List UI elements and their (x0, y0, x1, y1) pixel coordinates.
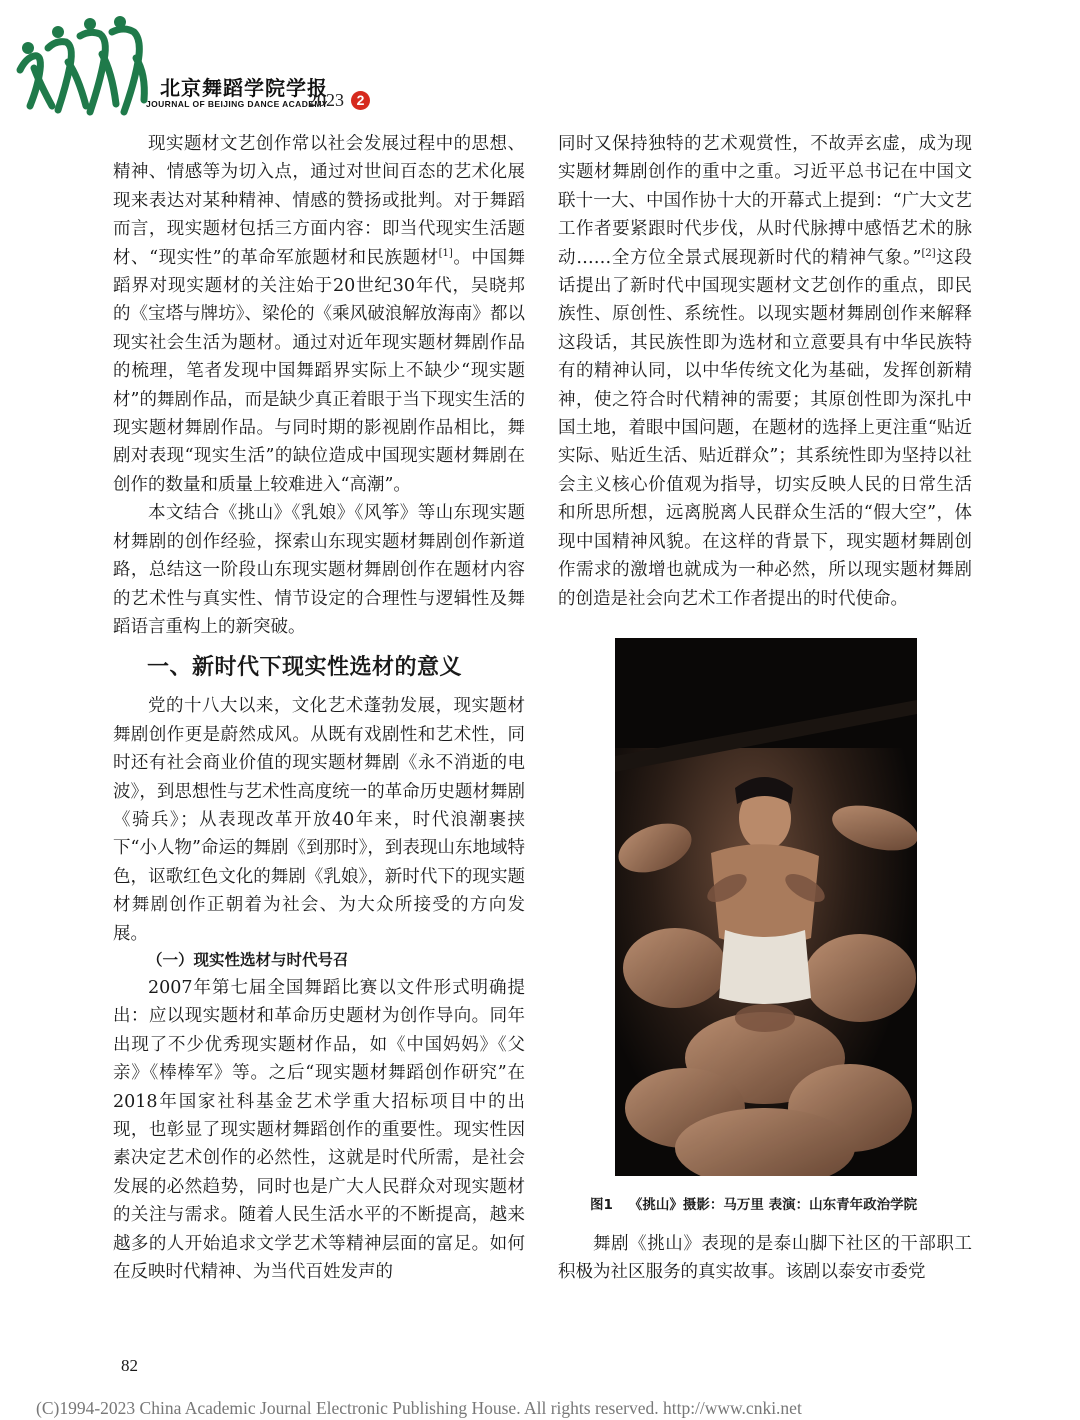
journal-masthead (12, 10, 432, 120)
right-column (558, 130, 972, 613)
copyright-footer: (C)1994-2023 China Academic Journal Electronic Publishing House. All rights reserved. http://www.cnki.net (36, 1398, 802, 1418)
right-column-continued (558, 1230, 972, 1287)
paragraph: 舞剧《挑山》表现的是泰山脚下社区的干部职工积极为社区服务的真实故事。该剧以泰安市委党 (558, 1234, 972, 1283)
paragraph: 党的十八大以来，文化艺术蓬勃发展，现实题材舞剧创作更是蔚然成风。从既有戏剧性和艺术性，同时还有社会商业价值的现实题材舞剧《永不消逝的电波》，到思想性与艺术性高度统一的革命历史题材舞剧《骑兵》；从表现改革开放40年来，时代浪潮裹挟下“小人物”命运的舞剧《到那时》，到表现山东地域特色，讴歌红色文化的舞剧《乳娘》，新时代下的现实题材舞剧创作正朝着为社会、为大众所接受的方向发展。 (113, 696, 525, 944)
dance-photo-figure (615, 638, 917, 1176)
citation-ref: [2] (921, 247, 936, 259)
citation-ref: [1] (438, 247, 453, 259)
page-number: 82 (121, 1356, 138, 1375)
paragraph: 现实题材文艺创作常以社会发展过程中的思想、精神、情感等为切入点，通过对世间百态的艺术化展现来表达对某种精神、情感的赞扬或批判。对于舞蹈而言，现实题材包括三方面内容：即当代现实生活题材、“现实性”的革命军旅题材和民族题材[1]。中国舞蹈界对现实题材的关注始于20世纪30年代，吴晓邦的《宝塔与牌坊》、梁伦的《乘风破浪解放海南》都以现实社会生活为题材。通过对近年现实题材舞剧作品的梳理，笔者发现中国舞蹈界实际上不缺少“现实题材”的舞剧作品，而是缺少真正着眼于当下现实生活的现实题材舞剧作品。与同时期的影视剧作品相比，舞剧对表现“现实生活”的缺位造成中国现实题材舞剧在创作的数量和质量上较难进入“高潮”。 (113, 134, 525, 495)
journal-year: 2023 (308, 90, 344, 110)
figure-caption-text: 《挑山》摄影：马万里 表演：山东青年政治学院 (628, 1197, 918, 1213)
journal-title-cn: 北京舞蹈学院学报 (160, 76, 328, 100)
left-column (113, 130, 525, 1286)
dancers-logo-icon (12, 10, 152, 120)
subsection-heading: （一）现实性选材与时代号召 (147, 950, 349, 969)
paragraph: 本文结合《挑山》《乳娘》《风筝》等山东现实题材舞剧的创作经验，探索山东现实题材舞剧创作新道路，总结这一阶段山东现实题材舞剧创作在题材内容的艺术性与真实性、情节设定的合理性与逻辑性及舞蹈语言重构上的新突破。 (113, 503, 525, 637)
paragraph: 2007年第七届全国舞蹈比赛以文件形式明确提出：应以现实题材和革命历史题材为创作导向。同年出现了不少优秀现实题材作品，如《中国妈妈》《父亲》《棒棒军》等。之后“现实题材舞蹈创作研究”在2018年国家社科基金艺术学重大招标项目中的出现，也彰显了现实题材舞蹈创作的重要性。现实性因素决定艺术创作的必然性，这就是时代所需，是社会发展的必然趋势，同时也是广大人民群众对现实题材的关注与需求。随着人民生活水平的不断提高，越来越多的人开始追求文学艺术等精神层面的富足。如何在反映时代精神、为当代百姓发声的 (113, 977, 525, 1283)
journal-title-en: JOURNAL OF BEIJING DANCE ACADEMY (146, 99, 328, 109)
figure-caption (590, 1193, 917, 1213)
section-heading: 一、新时代下现实性选材的意义 (147, 655, 463, 681)
issue-number-badge: 2 (351, 91, 370, 110)
paragraph: 同时又保持独特的艺术观赏性，不故弄玄虚，成为现实题材舞剧创作的重中之重。习近平总书记在中国文联十一大、中国作协十大的开幕式上提到：“广大文艺工作者要紧跟时代步伐，从时代脉搏中感悟艺术的脉动……全方位全景式展现新时代的精神气象。”[2]这段话提出了新时代中国现实题材文艺创作的重点，即民族性、原创性、系统性。以现实题材舞剧创作来解释这段话，其民族性即为选材和立意要具有中华民族特有的精神认同，以中华传统文化为基础，发挥创新精神，使之符合时代精神的需要；其原创性即为深扎中国土地，着眼中国问题，在题材的选择上更注重“贴近实际、贴近生活、贴近群众”；其系统性即为坚持以社会主义核心价值观为指导，切实反映人民的日常生活和所思所想，远离脱离人民群众生活的“假大空”，体现中国精神风貌。在这样的背景下，现实题材舞剧创作需求的激增也就成为一种必然，所以现实题材舞剧的创造是社会向艺术工作者提出的时代使命。 (558, 134, 973, 609)
dance-photo-image (615, 638, 917, 1176)
figure-number: 图1 (590, 1197, 613, 1213)
